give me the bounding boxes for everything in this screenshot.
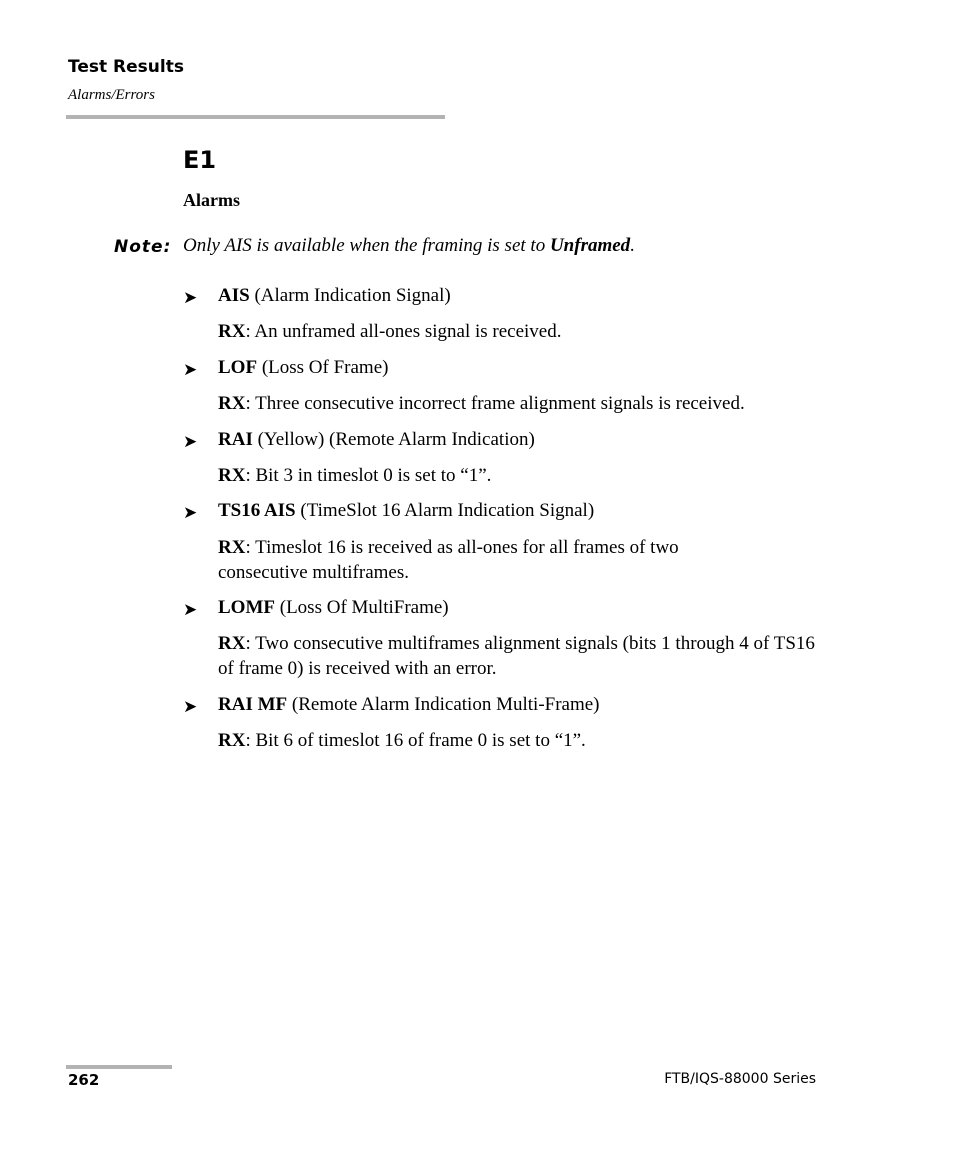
note-text-before: Only AIS is available when the framing is set to bbox=[183, 235, 550, 256]
rx-label: RX bbox=[218, 393, 246, 414]
item-heading bbox=[218, 694, 600, 716]
footer-divider bbox=[66, 1065, 172, 1069]
rx-text: : Timeslot 16 is received as all-ones for all frames of two consecutive multiframes. bbox=[218, 537, 679, 583]
note-label: Note: bbox=[114, 237, 172, 257]
bullet-arrow-icon: ➤ bbox=[183, 600, 198, 620]
rx-text: : Bit 6 of timeslot 16 of frame 0 is set to “1”. bbox=[245, 730, 586, 751]
rx-label: RX bbox=[218, 730, 246, 751]
item-heading bbox=[218, 597, 449, 619]
rx-description bbox=[218, 319, 823, 344]
rx-text: : Three consecutive incorrect frame alignment signals is received. bbox=[245, 393, 745, 414]
rx-label: RX bbox=[218, 537, 246, 558]
header-subtitle: Alarms/Errors bbox=[68, 87, 155, 103]
alarm-name: AIS bbox=[218, 285, 250, 306]
alarm-name: RAI bbox=[218, 429, 253, 450]
alarm-name: RAI MF bbox=[218, 694, 288, 715]
alarm-description: (TimeSlot 16 Alarm Indication Signal) bbox=[300, 500, 595, 521]
section-subtitle: Alarms bbox=[183, 190, 240, 210]
bullet-arrow-icon: ➤ bbox=[183, 503, 198, 523]
rx-description bbox=[218, 535, 738, 585]
header-divider bbox=[66, 115, 445, 119]
product-name: FTB/IQS-88000 Series bbox=[664, 1071, 816, 1087]
bullet-arrow-icon: ➤ bbox=[183, 697, 198, 717]
rx-label: RX bbox=[218, 465, 246, 486]
rx-description bbox=[218, 631, 823, 681]
alarm-description: (Loss Of Frame) bbox=[261, 357, 389, 378]
header-title: Test Results bbox=[68, 57, 184, 77]
item-heading bbox=[218, 429, 535, 451]
alarm-name: LOMF bbox=[218, 597, 275, 618]
rx-text: : Two consecutive multiframes alignment signals (bits 1 through 4 of TS16 of frame 0) is received with an error. bbox=[218, 633, 815, 679]
rx-text: : An unframed all-ones signal is received. bbox=[245, 321, 562, 342]
note-emphasis: Unframed bbox=[549, 235, 631, 256]
section-title: E1 bbox=[183, 146, 217, 174]
alarm-name: TS16 AIS bbox=[218, 500, 296, 521]
alarm-description: (Loss Of MultiFrame) bbox=[279, 597, 449, 618]
alarm-description: (Alarm Indication Signal) bbox=[254, 285, 451, 306]
bullet-arrow-icon: ➤ bbox=[183, 432, 198, 452]
alarm-description: (Remote Alarm Indication Multi-Frame) bbox=[291, 694, 600, 715]
alarm-description: (Yellow) (Remote Alarm Indication) bbox=[257, 429, 535, 450]
rx-description bbox=[218, 463, 823, 488]
rx-description bbox=[218, 728, 823, 753]
note-text bbox=[183, 235, 635, 257]
rx-label: RX bbox=[218, 321, 246, 342]
rx-text: : Bit 3 in timeslot 0 is set to “1”. bbox=[245, 465, 492, 486]
rx-label: RX bbox=[218, 633, 246, 654]
item-heading bbox=[218, 500, 594, 522]
item-heading bbox=[218, 357, 388, 379]
alarm-name: LOF bbox=[218, 357, 258, 378]
page-number: 262 bbox=[68, 1071, 100, 1089]
note-text-after: . bbox=[630, 235, 635, 256]
bullet-arrow-icon: ➤ bbox=[183, 360, 198, 380]
bullet-arrow-icon: ➤ bbox=[183, 288, 198, 308]
rx-description bbox=[218, 391, 823, 416]
item-heading bbox=[218, 285, 451, 307]
